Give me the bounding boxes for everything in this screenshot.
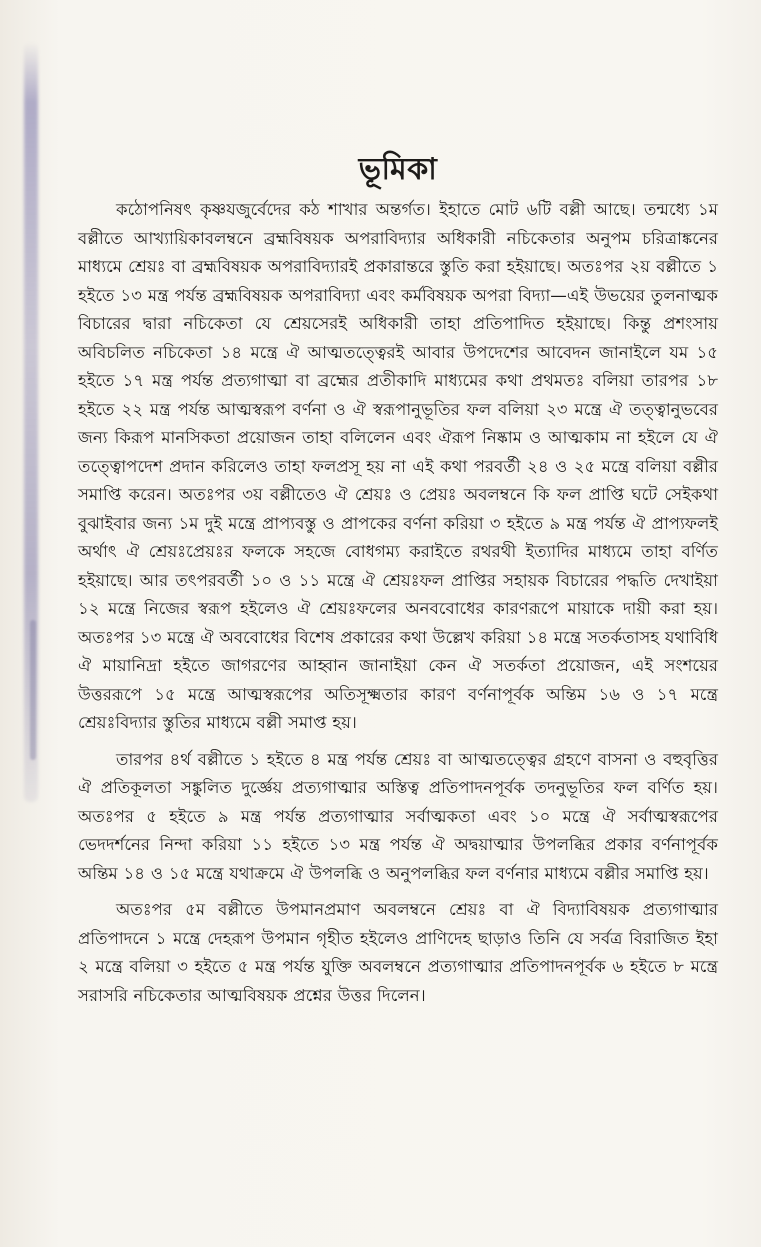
- paragraph-2: তারপর ৪র্থ বল্লীতে ১ হইতে ৪ মন্ত্র পর্যন্ত শ্রেয়ঃ বা আত্মতত্ত্বের গ্রহণে বাসনা ও বহুবৃত্তির ঐ প্রতিকূলতা সঙ্কুলিত দুর্জ্ঞেয় প্রত্যগাত্মার অস্তিত্ব প্রতিপাদনপূর্বক তদনুভূতির ফল বর্ণিত হয়। অতঃপর ৫ হইতে ৯ মন্ত্র পর্যন্ত প্রত্যগাত্মার সর্বাত্মকতা এবং ১০ মন্ত্রে ঐ সর্বাত্মস্বরূপের ভেদদর্শনের নিন্দা করিয়া ১১ হইতে ১৩ মন্ত্র পর্যন্ত ঐ অদ্বয়াত্মার উপলব্ধির প্রকার বর্ণনাপূর্বক অন্তিম ১৪ ও ১৫ মন্ত্রে যথাক্রমে ঐ উপলব্ধি ও অনুপলব্ধির ফল বর্ণনার মাধ্যমে বল্লীর সমাপ্তি হয়।: [78, 749, 718, 883]
- page-content: [78, 150, 718, 1018]
- page-title: ভূমিকা: [358, 152, 438, 187]
- paragraph-1: কঠোপনিষৎ কৃষ্ণযজুর্বেদের কঠ শাখার অন্তর্গত। ইহাতে মোট ৬টি বল্লী আছে। তন্মধ্যে ১ম বল্লীতে আখ্যায়িকাবলম্বনে ব্রহ্মবিষয়ক অপরাবিদ্যার অধিকারী নচিকেতার অনুপম চরিত্রাঙ্কনের মাধ্যমে শ্রেয়ঃ বা ব্রহ্মবিষয়ক অপরাবিদ্যারই প্রকারান্তরে স্তুতি করা হইয়াছে। অতঃপর ২য় বল্লীতে ১ হইতে ১৩ মন্ত্র পর্যন্ত ব্রহ্মবিষয়ক অপরাবিদ্যা এবং কর্মবিষয়ক অপরা বিদ্যা—এই উভয়ের তুলনাত্মক বিচারের দ্বারা নচিকেতা যে শ্রেয়সেরই অধিকারী তাহা প্রতিপাদিত হইয়াছে। কিন্তু প্রশংসায় অবিচলিত নচিকেতা ১৪ মন্ত্রে ঐ আত্মতত্ত্বেরই আবার উপদেশের আবেদন জানাইলে যম ১৫ হইতে ১৭ মন্ত্র পর্যন্ত প্রত্যগাত্মা বা ব্রহ্মের প্রতীকাদি মাধ্যমের কথা প্রথমতঃ বলিয়া তারপর ১৮ হইতে ২২ মন্ত্র পর্যন্ত আত্মস্বরূপ বর্ণনা ও ঐ স্বরূপানুভূতির ফল বলিয়া ২৩ মন্ত্রে ঐ তত্ত্বানুভবের জন্য কিরূপ মানসিকতা প্রয়োজন তাহা বলিলেন এবং ঐরূপ নিষ্কাম ও আত্মকাম না হইলে যে ঐ তত্ত্বোপদেশ প্রদান করিলেও তাহা ফলপ্রসূ হয় না এই কথা পরবর্তী ২৪ ও ২৫ মন্ত্রে বলিয়া বল্লীর সমাপ্তি করেন। অতঃপর ৩য় বল্লীতেও ঐ শ্রেয়ঃ ও প্রেয়ঃ অবলম্বনে কি ফল প্রাপ্তি ঘটে সেইকথা বুঝাইবার জন্য ১ম দুই মন্ত্রে প্রাপ্যবস্তু ও প্রাপকের বর্ণনা করিয়া ৩ হইতে ৯ মন্ত্র পর্যন্ত ঐ প্রাপ্যফলই অর্থাৎ ঐ শ্রেয়ঃপ্রেয়ঃর ফলকে সহজে বোধগম্য করাইতে রথরথী ইত্যাদির মাধ্যমে তাহা বর্ণিত হইয়াছে। আর তৎপরবর্তী ১০ ও ১১ মন্ত্রে ঐ শ্রেয়ঃফল প্রাপ্তির সহায়ক বিচারের পদ্ধতি দেখাইয়া ১২ মন্ত্রে নিজের স্বরূপ হইলেও ঐ শ্রেয়ঃফলের অনববোধের কারণরূপে মায়াকে দায়ী করা হয়। অতঃপর ১৩ মন্ত্রে ঐ অববোধের বিশেষ প্রকারের কথা উল্লেখ করিয়া ১৪ মন্ত্রে সতর্কতাসহ যথাবিধি ঐ মায়ানিদ্রা হইতে জাগরণের আহ্বান জানাইয়া কেন ঐ সতর্কতা প্রয়োজন, এই সংশয়ের উত্তররূপে ১৫ মন্ত্রে আত্মস্বরূপের অতিসূক্ষ্মতার কারণ বর্ণনাপূর্বক অন্তিম ১৬ ও ১৭ মন্ত্রে শ্রেয়ঃবিদ্যার স্তুতির মাধ্যমে বল্লী সমাপ্ত হয়।: [78, 200, 718, 732]
- paragraph-3: অতঃপর ৫ম বল্লীতে উপমানপ্রমাণ অবলম্বনে শ্রেয়ঃ বা ঐ বিদ্যাবিষয়ক প্রত্যগাত্মার প্রতিপাদনে ১ মন্ত্রে দেহরূপ উপমান গৃহীত হইলেও প্রাণিদেহ ছাড়াও তিনি যে সর্বত্র বিরাজিত ইহা ২ মন্ত্রে বলিয়া ৩ হইতে ৫ মন্ত্র পর্যন্ত যুক্তি অবলম্বনে প্রত্যগাত্মার প্রতিপাদনপূর্বক ৬ হইতে ৮ মন্ত্রে সরাসরি নচিকেতার আত্মবিষয়ক প্রশ্নের উত্তর দিলেন।: [78, 900, 718, 1005]
- binding-edge-mark-lower: [30, 620, 36, 760]
